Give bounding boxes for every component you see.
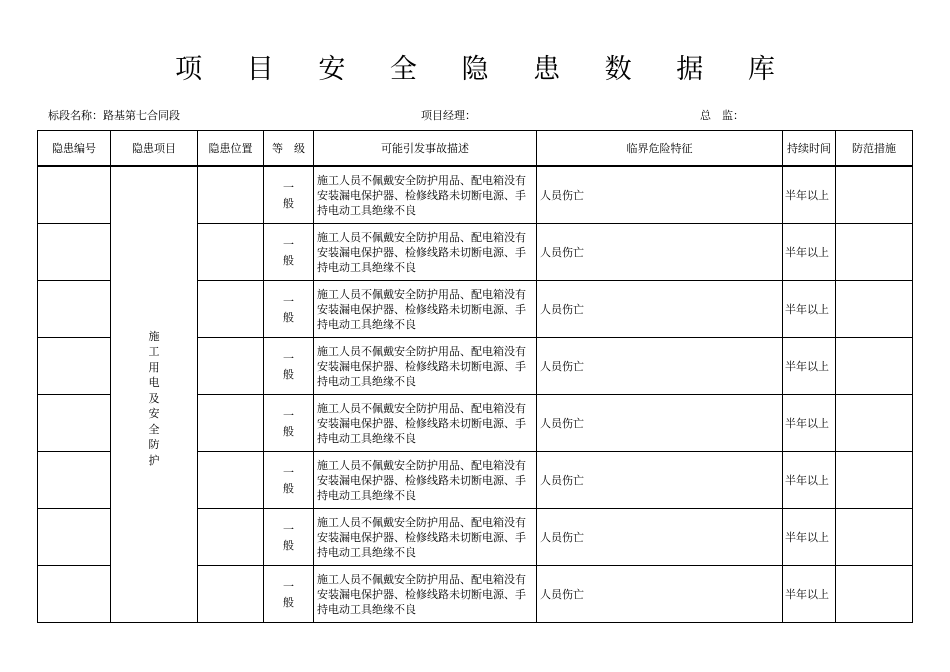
cell-level: 一 般 xyxy=(264,452,314,509)
cell-risk: 人员伤亡 xyxy=(537,338,783,395)
cell-duration: 半年以上 xyxy=(783,509,836,566)
cell-measures xyxy=(836,224,913,281)
cell-level: 一 般 xyxy=(264,166,314,224)
cell-id xyxy=(38,452,111,509)
cell-duration: 半年以上 xyxy=(783,224,836,281)
cell-id xyxy=(38,395,111,452)
cell-risk: 人员伤亡 xyxy=(537,224,783,281)
column-header-duration: 持续时间 xyxy=(783,131,836,167)
cell-measures xyxy=(836,338,913,395)
cell-duration: 半年以上 xyxy=(783,566,836,623)
cell-measures xyxy=(836,395,913,452)
project-manager-label: 项目经理： xyxy=(421,109,476,122)
cell-level: 一 般 xyxy=(264,509,314,566)
cell-measures xyxy=(836,509,913,566)
cell-level: 一 般 xyxy=(264,281,314,338)
cell-risk: 人员伤亡 xyxy=(537,281,783,338)
supervisor-label: 总 监： xyxy=(700,109,744,122)
column-header-location: 隐患位置 xyxy=(198,131,264,167)
column-header-risk: 临界危险特征 xyxy=(537,131,783,167)
cell-level: 一 般 xyxy=(264,395,314,452)
cell-description: 施工人员不佩戴安全防护用品、配电箱没有安装漏电保护器、检修线路未切断电源、手持电动工具绝缘不良 xyxy=(314,509,537,566)
cell-location xyxy=(198,566,264,623)
cell-measures xyxy=(836,166,913,224)
column-header-item: 隐患项目 xyxy=(111,131,198,167)
cell-hazard-item xyxy=(111,166,198,623)
cell-level: 一 般 xyxy=(264,338,314,395)
cell-duration: 半年以上 xyxy=(783,452,836,509)
cell-duration: 半年以上 xyxy=(783,281,836,338)
cell-description: 施工人员不佩戴安全防护用品、配电箱没有安装漏电保护器、检修线路未切断电源、手持电动工具绝缘不良 xyxy=(314,452,537,509)
cell-duration: 半年以上 xyxy=(783,395,836,452)
table-header-row xyxy=(38,131,913,167)
cell-id xyxy=(38,509,111,566)
cell-level: 一 般 xyxy=(264,566,314,623)
cell-risk: 人员伤亡 xyxy=(537,509,783,566)
cell-description: 施工人员不佩戴安全防护用品、配电箱没有安装漏电保护器、检修线路未切断电源、手持电动工具绝缘不良 xyxy=(314,224,537,281)
column-header-id: 隐患编号 xyxy=(38,131,111,167)
cell-risk: 人员伤亡 xyxy=(537,566,783,623)
cell-description: 施工人员不佩戴安全防护用品、配电箱没有安装漏电保护器、检修线路未切断电源、手持电动工具绝缘不良 xyxy=(314,281,537,338)
cell-description: 施工人员不佩戴安全防护用品、配电箱没有安装漏电保护器、检修线路未切断电源、手持电动工具绝缘不良 xyxy=(314,395,537,452)
cell-measures xyxy=(836,281,913,338)
cell-id xyxy=(38,566,111,623)
cell-description: 施工人员不佩戴安全防护用品、配电箱没有安装漏电保护器、检修线路未切断电源、手持电动工具绝缘不良 xyxy=(314,166,537,224)
cell-location xyxy=(198,395,264,452)
cell-id xyxy=(38,338,111,395)
cell-location xyxy=(198,338,264,395)
cell-id xyxy=(38,281,111,338)
cell-location xyxy=(198,281,264,338)
cell-measures xyxy=(836,566,913,623)
cell-description: 施工人员不佩戴安全防护用品、配电箱没有安装漏电保护器、检修线路未切断电源、手持电动工具绝缘不良 xyxy=(314,566,537,623)
cell-measures xyxy=(836,452,913,509)
hazard-item-label: 施工用电及安全防护 xyxy=(148,329,160,467)
column-header-level: 等 级 xyxy=(264,131,314,167)
cell-risk: 人员伤亡 xyxy=(537,452,783,509)
cell-duration: 半年以上 xyxy=(783,166,836,224)
cell-id xyxy=(38,166,111,224)
cell-description: 施工人员不佩戴安全防护用品、配电箱没有安装漏电保护器、检修线路未切断电源、手持电动工具绝缘不良 xyxy=(314,338,537,395)
cell-risk: 人员伤亡 xyxy=(537,166,783,224)
page-title: 项 目 安 全 隐 患 数 据 库 xyxy=(175,54,793,85)
cell-location xyxy=(198,509,264,566)
table-row xyxy=(38,166,913,224)
hazard-table xyxy=(37,130,913,623)
cell-id xyxy=(38,224,111,281)
table-body xyxy=(38,166,913,623)
column-header-description: 可能引发事故描述 xyxy=(314,131,537,167)
cell-duration: 半年以上 xyxy=(783,338,836,395)
column-header-measures: 防范措施 xyxy=(836,131,913,167)
cell-location xyxy=(198,452,264,509)
cell-level: 一 般 xyxy=(264,224,314,281)
cell-risk: 人员伤亡 xyxy=(537,395,783,452)
section-name: 标段名称：路基第七合同段 xyxy=(48,109,180,122)
cell-location xyxy=(198,166,264,224)
cell-location xyxy=(198,224,264,281)
